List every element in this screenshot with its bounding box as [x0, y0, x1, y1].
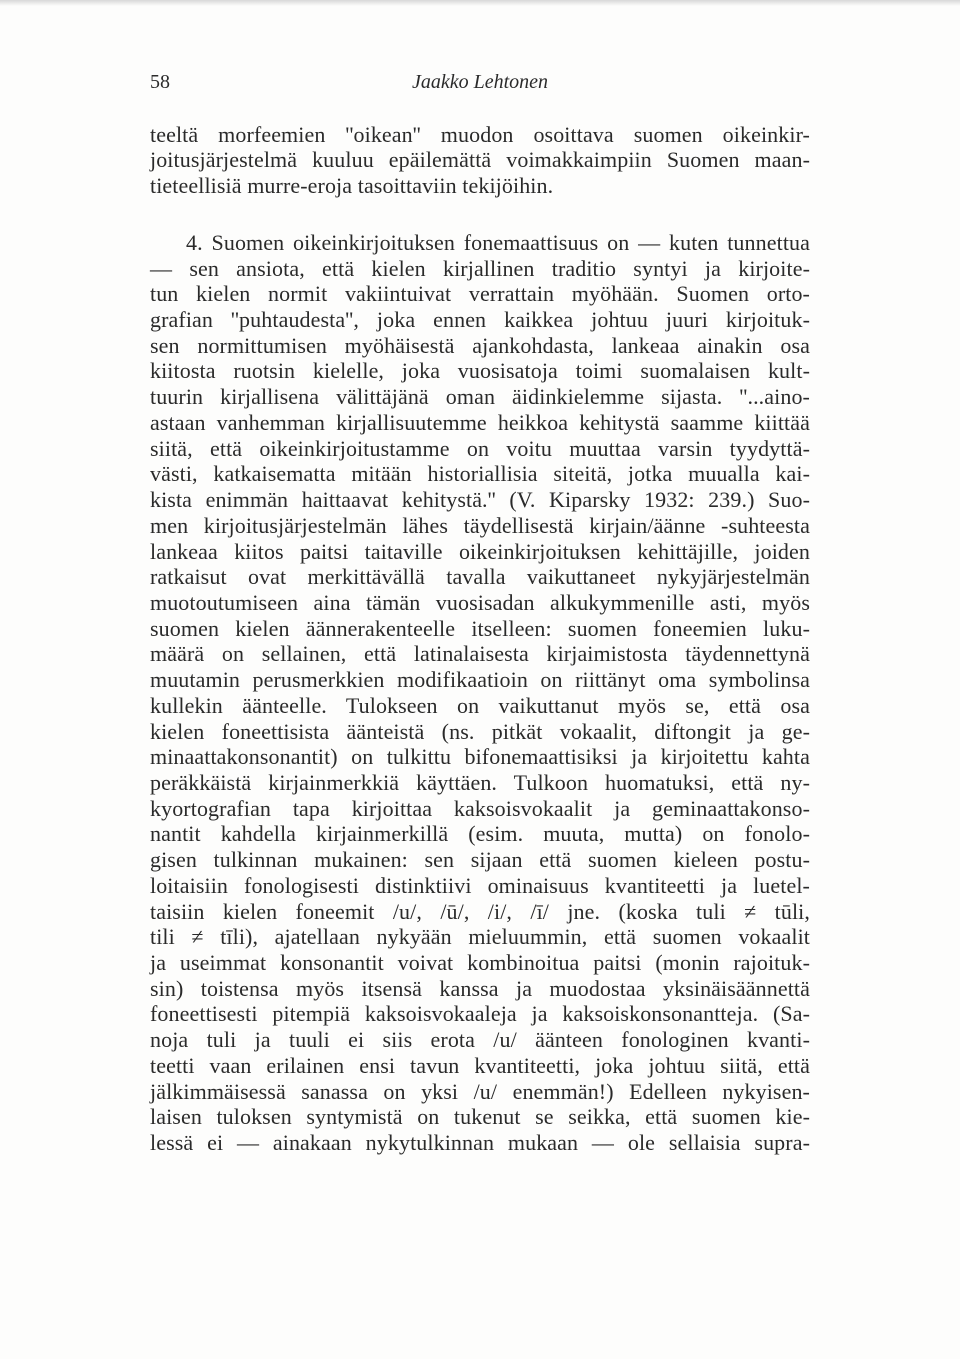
running-head: Jaakko Lehtonen: [411, 71, 549, 93]
text-line: 4. Suomen oikeinkirjoituksen fonemaattisuus on — kuten tunnettua: [186, 229, 810, 255]
text-line: noja tuli ja tuuli ei siis erota /u/ äänteen fonologinen kvanti-: [150, 1027, 810, 1053]
text-line: sen normittumisen myöhäisestä ajankohdasta, lankeaa ainakin osa: [150, 332, 810, 358]
text-line: siitä, että oikeinkirjoitustamme on voitu muuttaa varsin tyydyttä-: [150, 435, 810, 461]
text-line: astaan vanhemman kirjallisuutemme heikkoa kehitystä saamme kiittää: [150, 409, 810, 435]
text-line: muutamin perusmerkkien modifikaatioin on riittänyt oma symbolinsa: [150, 667, 810, 693]
text-line: kista enimmän haittaavat kehitystä.'' (V. Kiparsky 1932: 239.) Suo-: [150, 487, 810, 513]
page-number: 58: [150, 71, 170, 93]
text-line: muotoutumiseen aina tämän vuosisadan alkukymmenille asti, myös: [150, 589, 810, 615]
text-line: kullekin äänteelle. Tulokseen on vaikuttanut myös se, että osa: [150, 692, 810, 718]
text-line: peräkkäistä kirjainmerkkiä käyttäen. Tulkoon huomatuksi, että ny-: [150, 769, 810, 795]
text-line: laisen tuloksen syntymistä on tukenut se seikka, että suomen kie-: [150, 1104, 810, 1130]
text-line: tuurin kirjallisena välittäjänä oman äidinkielemme sijasta. ''...aino-: [150, 384, 810, 410]
text-line: loitaisiin fonologisesti distinktiivi ominaisuus kvantiteetti ja luetel-: [150, 872, 810, 898]
text-line: suomen kielen äännerakenteelle itselleen: suomen foneemien luku-: [150, 615, 810, 641]
text-line: tun kielen normit vakiintuivat verrattain myöhään. Suomen orto-: [150, 281, 810, 307]
text-line: tili ≠ tīli), ajatellaan nykyään mieluummin, että suomen vokaalit: [150, 924, 810, 950]
text-line: kyortografian tapa kirjoittaa kaksoisvokaalit ja geminaattakonso-: [150, 795, 810, 821]
text-line: gisen tulkinnan mukainen: sen sijaan että suomen kieleen postu-: [150, 847, 810, 873]
text-line: foneettisesti pitempiä kaksoisvokaaleja ja kaksoiskonsonantteja. (Sa-: [150, 1001, 810, 1027]
text-line: men kirjoitusjärjestelmän lähes täydellisestä kirjain/äänne -suhteesta: [150, 512, 810, 538]
text-line: kielen foneettisista äänteistä (ns. pitkät vokaalit, diftongit ja ge-: [150, 718, 810, 744]
text-line: tieteellisiä murre-eroja tasoittaviin tekijöihin.: [150, 172, 554, 198]
text-line: grafian ''puhtaudesta'', joka ennen kaikkea johtuu juuri kirjoituk-: [150, 307, 810, 333]
body-text: [150, 122, 810, 1156]
text-line: — sen ansiota, että kielen kirjallinen traditio syntyi ja kirjoite-: [150, 255, 810, 281]
text-line: sin) toistensa myös itsensä kanssa ja muodostaa yksinäisäännettä: [150, 975, 810, 1001]
text-line: jälkimmäisessä sanassa on yksi /u/ enemmän!) Edelleen nykyisen-: [150, 1078, 810, 1104]
text-line: ja useimmat konsonantit voivat kombinoitua paitsi (monin rajoituk-: [150, 950, 810, 976]
text-line: nantit kahdella kirjainmerkillä (esim. muuta, mutta) on fonolo-: [150, 821, 810, 847]
text-line: määrä on sellainen, että latinalaisesta kirjaimistosta täydennettynä: [150, 641, 810, 667]
scan-top-edge: [0, 0, 960, 6]
text-line: minaattakonsonantit) on tulkittu bifonemaattisiksi ja kirjoitettu kahta: [150, 744, 810, 770]
paragraph-1: [150, 122, 810, 198]
text-line: teetti vaan erilainen ensi tavun kvantiteetti, joka johtuu siitä, että: [150, 1052, 810, 1078]
text-line: lessä ei — ainakaan nykytulkinnan mukaan — ole sellaisia supra-: [150, 1130, 810, 1156]
text-line: lankeaa kiitos paitsi taitaville oikeinkirjoituksen kehittäjille, joiden: [150, 538, 810, 564]
page-header: [150, 66, 810, 98]
text-line: taisiin kielen foneemit /u/, /ū/, /i/, /ī/ jne. (koska tuli ≠ tūli,: [150, 898, 810, 924]
text-line: teeltä morfeemien ''oikean'' muodon osoittava suomen oikeinkir-: [150, 122, 810, 147]
text-line: ratkaisut ovat merkittävällä tavalla vaikuttaneet nykyjärjestelmän: [150, 564, 810, 590]
paragraph-2: [150, 230, 810, 1156]
text-line: joitusjärjestelmä kuuluu epäilemättä voimakkaimpiin Suomen maan-: [150, 147, 810, 173]
text-line: kiitosta ruotsin kielelle, joka vuosisatoja toimi suomalaisen kult-: [150, 358, 810, 384]
text-line: västi, katkaisematta mitään historiallisia siteitä, jotka muualla kai-: [150, 461, 810, 487]
